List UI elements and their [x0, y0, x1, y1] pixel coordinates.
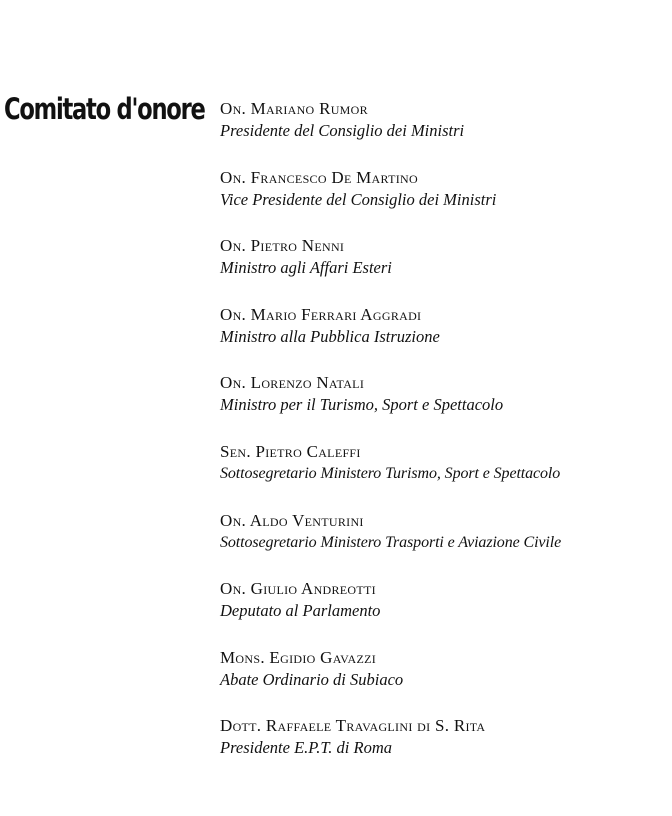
member-role: Sottosegretario Ministero Turismo, Sport e Spettacolo	[220, 464, 561, 482]
list-item	[220, 304, 672, 373]
member-name: On. Pietro Nenni	[220, 236, 345, 256]
member-role: Presidente E.P.T. di Roma	[220, 738, 393, 758]
member-name: On. Mario Ferrari Aggradi	[220, 304, 422, 324]
list-item	[220, 98, 672, 167]
list-item	[220, 647, 672, 716]
section-title: Comitato d'onore	[4, 92, 205, 126]
list-item	[220, 510, 672, 579]
member-name: On. Mariano Rumor	[220, 99, 368, 118]
member-role: Ministro per il Turismo, Sport e Spettacolo	[220, 395, 504, 415]
list-item	[220, 578, 672, 647]
member-name: On. Aldo Venturini	[220, 510, 364, 530]
member-name: On. Giulio Andreotti	[220, 579, 376, 599]
member-role: Vice Presidente del Consiglio dei Ministri	[220, 189, 497, 209]
member-role: Presidente del Consiglio dei Ministri	[220, 121, 465, 140]
member-role: Ministro alla Pubblica Istruzione	[220, 326, 440, 346]
member-name: Mons. Egidio Gavazzi	[220, 647, 377, 667]
list-item	[220, 715, 672, 784]
member-name: Sen. Pietro Caleffi	[220, 441, 361, 461]
list-item	[220, 441, 672, 510]
member-name: On. Francesco De Martino	[220, 167, 418, 187]
member-role: Abate Ordinario di Subiaco	[220, 669, 404, 689]
member-role: Deputato al Parlamento	[220, 601, 381, 621]
member-role: Sottosegretario Ministero Trasporti e Aviazione Civile	[220, 533, 562, 551]
member-role: Ministro agli Affari Esteri	[220, 258, 392, 278]
member-name: On. Lorenzo Natali	[220, 373, 365, 393]
member-name: Dott. Raffaele Travaglini di S. Rita	[220, 716, 486, 736]
list-item	[220, 167, 672, 236]
honor-committee-list	[220, 98, 672, 784]
list-item	[220, 235, 672, 304]
list-item	[220, 372, 672, 441]
